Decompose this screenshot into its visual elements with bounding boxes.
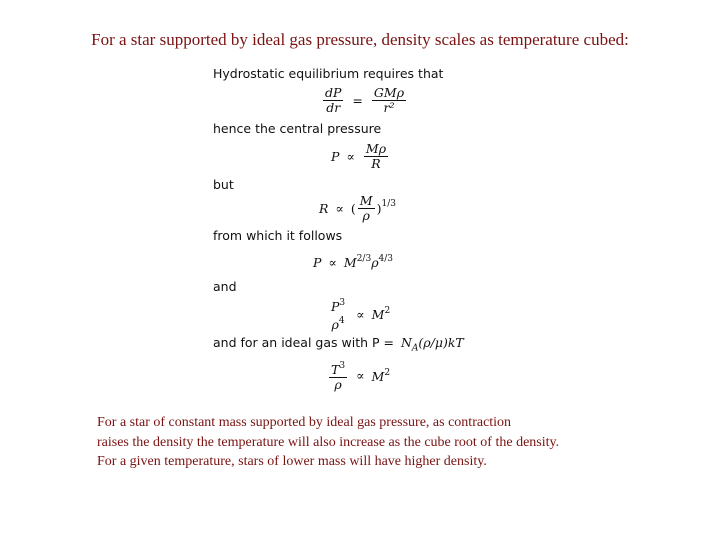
derivation-text-hydrostatic: Hydrostatic equilibrium requires that: [213, 66, 444, 81]
conclusion-line-3: For a given temperature, stars of lower mass will have higher density.: [97, 454, 487, 469]
slide-title: For a star supported by ideal gas pressure, density scales as temperature cubed:: [91, 30, 629, 49]
conclusion-line-2: raises the density the temperature will also increase as the cube root of the density.: [97, 434, 560, 450]
derivation-text-ideal-gas: and for an ideal gas with $P = N_A(\rho/\mu)kT$: [213, 335, 464, 354]
equation-central-pressure: P ∝ $\frac{M\rho}{R}$: [331, 141, 387, 171]
derivation-image: [213, 64, 503, 400]
derivation-text-and: and: [213, 279, 237, 294]
equation-temperature-density-mass: $\frac{T^3}{\rho}$ ∝ $M^2$: [331, 361, 391, 392]
derivation-text-but: but: [213, 177, 234, 192]
conclusion-text: [97, 413, 657, 472]
equation-pressure-scaling: $P \propto M^{2/3}\rho^{4/3}$: [313, 254, 394, 270]
derivation-text-central-pressure: hence the central pressure: [213, 121, 382, 136]
equation-pressure-density-mass: $P^3$ $\rho^4$ ∝ $M^2$: [331, 298, 391, 332]
derivation-text-follows: from which it follows: [213, 228, 343, 243]
conclusion-line-1: For a star of constant mass supported by ideal gas pressure, as contraction: [97, 415, 512, 430]
equation-hydrostatic: $\frac{dP}{dr}$ = $\frac{\text{GMρ}}{\text{r²}}$: [325, 85, 405, 115]
equation-radius: R ∝ ( $\frac{M}{\rho}$ )$^{1/3}$: [319, 193, 396, 223]
